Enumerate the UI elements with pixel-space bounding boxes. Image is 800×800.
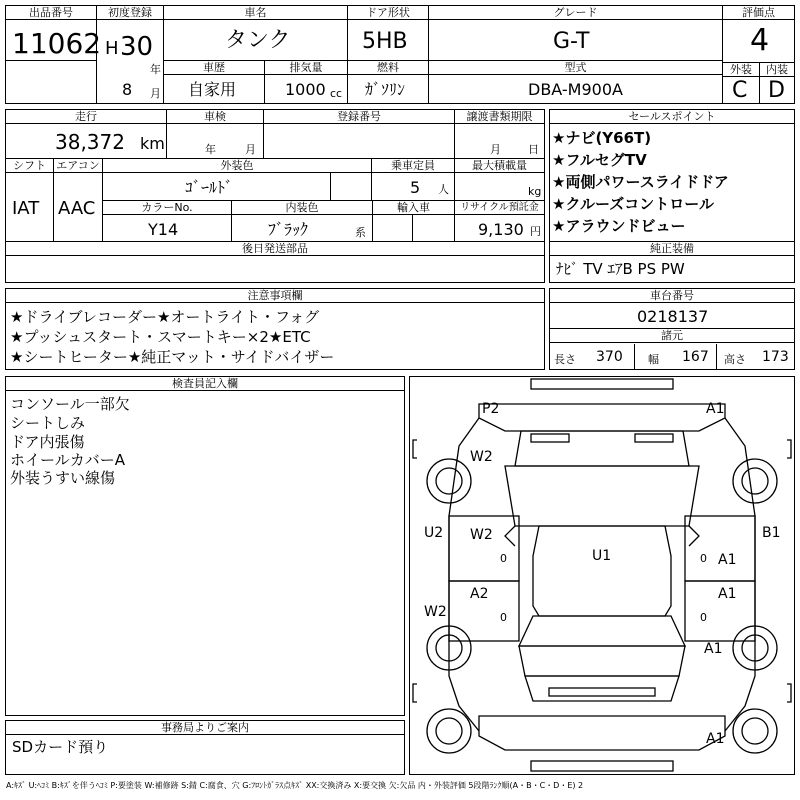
sales-point-3: ★両側パワースライドドア [552,173,729,191]
mark-zero-1: 0 [500,552,507,565]
mark-zero-2: 0 [700,552,707,565]
transfer-month: 月 [490,143,501,156]
score-label: 評価点 [723,6,794,20]
mileage-unit: km [140,134,165,153]
color-no: Y14 [148,220,179,239]
chassis-number: 0218137 [637,307,709,326]
sales-point-4: ★クルーズコントロール [552,195,714,213]
color: ｺﾞｰﾙﾄﾞ [185,178,234,197]
reg-month: 8 [122,80,133,99]
mark-a1-right-rear: A1 [718,586,737,602]
grade-label: グレード [429,6,722,20]
car-name-label: 車名 [164,6,347,20]
width: 167 [682,349,709,365]
reg-year: 30 [120,32,154,62]
mark-b1: B1 [762,525,781,541]
door: 5HB [362,29,408,54]
exterior-score: C [732,78,748,103]
mark-w2-front-left: W2 [470,449,493,465]
equipment-label: 純正装備 [550,242,794,256]
capacity: 5 [410,178,421,197]
mark-p2: P2 [482,401,500,417]
inspection-month-unit: 月 [245,143,256,156]
office-text: SDカード預り [12,738,109,756]
transfer-day: 日 [528,143,539,156]
inspector-line-2: シートしみ [10,414,86,432]
recycle-label: リサイクル預託金 [455,201,544,215]
chassis-label: 車台番号 [550,289,794,303]
color-no-label: カラーNo. [103,201,231,215]
interior-score: D [768,78,785,103]
fuel: ｶﾞｿﾘﾝ [365,80,406,99]
grade: G-T [553,29,590,54]
interior-color-suffix: 系 [355,226,366,239]
recycle: 9,130 [478,220,524,239]
note-line-2: ★プッシュスタート・スマートキー×2★ETC [10,328,311,346]
sales-point-2: ★フルセグTV [552,151,647,169]
lot-no: 11062 [12,27,102,60]
mark-w2-rear-left: W2 [424,604,447,620]
inspector-line-3: ドア内張傷 [10,433,85,451]
lot-no-label: 出品番号 [6,6,96,20]
first-reg-label: 初度登録 [97,6,163,20]
mark-u1: U1 [592,548,612,564]
inspector-line-1: コンソール一部欠 [10,395,130,413]
reg-month-unit: 月 [150,87,161,100]
mark-zero-4: 0 [700,611,707,624]
displacement: 1000 [285,80,326,99]
sales-points-label: セールスポイント [550,110,794,124]
reg-no-label: 登録番号 [264,110,454,124]
inspection-label: 車検 [167,110,263,124]
history-label: 車歴 [164,61,264,75]
mileage: 38,372 [55,130,125,154]
note-line-3: ★シートヒーター★純正マット・サイドバイザー [10,348,335,366]
color-label: 外装色 [103,159,371,173]
mark-a1-right-front: A1 [718,552,737,568]
mark-a1-rear-right: A1 [704,641,723,657]
score: 4 [750,23,770,58]
fuel-label: 燃料 [348,61,428,75]
displacement-label: 排気量 [265,61,347,75]
inspector-line-4: ホイールカバーA [10,451,125,469]
length-label: 長さ [554,353,576,366]
interior-color-label: 内装色 [232,201,372,215]
inspector-line-5: 外装うすい線傷 [10,469,116,487]
import-label: 輸入車 [373,201,454,215]
specs-label: 諸元 [550,329,794,343]
mark-a2: A2 [470,586,489,602]
mark-a1-top: A1 [706,401,725,417]
recycle-unit: 円 [530,225,541,238]
car-name: タンク [225,28,291,53]
width-label: 幅 [648,353,659,366]
equipment: ﾅﾋﾞ TV ｴｱB PS PW [556,260,685,278]
later-parts-label: 後日発送部品 [6,242,544,256]
height: 173 [762,349,789,365]
reg-year-unit: 年 [150,63,161,76]
capacity-label: 乗車定員 [372,159,454,173]
mark-u2: U2 [424,525,444,541]
mark-w2-left-door: W2 [470,527,493,543]
interior-color: ﾌﾞﾗｯｸ [268,220,309,239]
load-label: 最大積載量 [455,159,544,173]
legend: A:ｷｽﾞ U:ﾍｺﾐ B:ｷｽﾞを伴うﾍｺﾐ P:要塗装 W:補修跡 S:錆 C:腐食、穴 G:ﾌﾛﾝﾄｶﾞﾗｽ点ｷｽﾞ XX:交換済み X:要交換 欠:欠品 内・外装評価 5段階ﾗﾝｸ順(A・B・C・D・E) 2 [6,781,584,790]
length: 370 [596,349,623,365]
sales-point-1: ★ナビ(Y66T) [552,129,652,147]
ac-label: エアコン [54,159,102,173]
shift: IAT [12,198,40,219]
history: 自家用 [188,80,237,99]
era: H [105,38,119,59]
displacement-unit: cc [330,87,343,100]
ac: AAC [58,198,96,219]
inspector-label: 検査員記入欄 [6,377,404,391]
shift-label: シフト [6,159,53,173]
sales-point-5: ★アラウンドビュー [552,217,686,235]
mark-zero-3: 0 [500,611,507,624]
model: DBA-M900A [528,80,623,99]
mark-a1-bottom: A1 [706,731,725,747]
capacity-unit: 人 [438,183,449,196]
car-diagram [409,376,795,775]
inspection-year-unit: 年 [205,143,216,156]
load-unit: kg [528,185,542,198]
office-label: 事務局よりご案内 [6,721,404,735]
door-label: ドア形状 [348,6,428,20]
model-label: 型式 [429,61,722,75]
exterior-label: 外装 [723,63,759,77]
transfer-label: 譲渡書類期限 [455,110,544,124]
height-label: 高さ [724,353,746,366]
mileage-label: 走行 [6,110,166,124]
interior-label: 内装 [760,63,794,77]
note-line-1: ★ドライブレコーダー★オートライト・フォグ [10,308,320,326]
notes-label: 注意事項欄 [6,289,544,303]
